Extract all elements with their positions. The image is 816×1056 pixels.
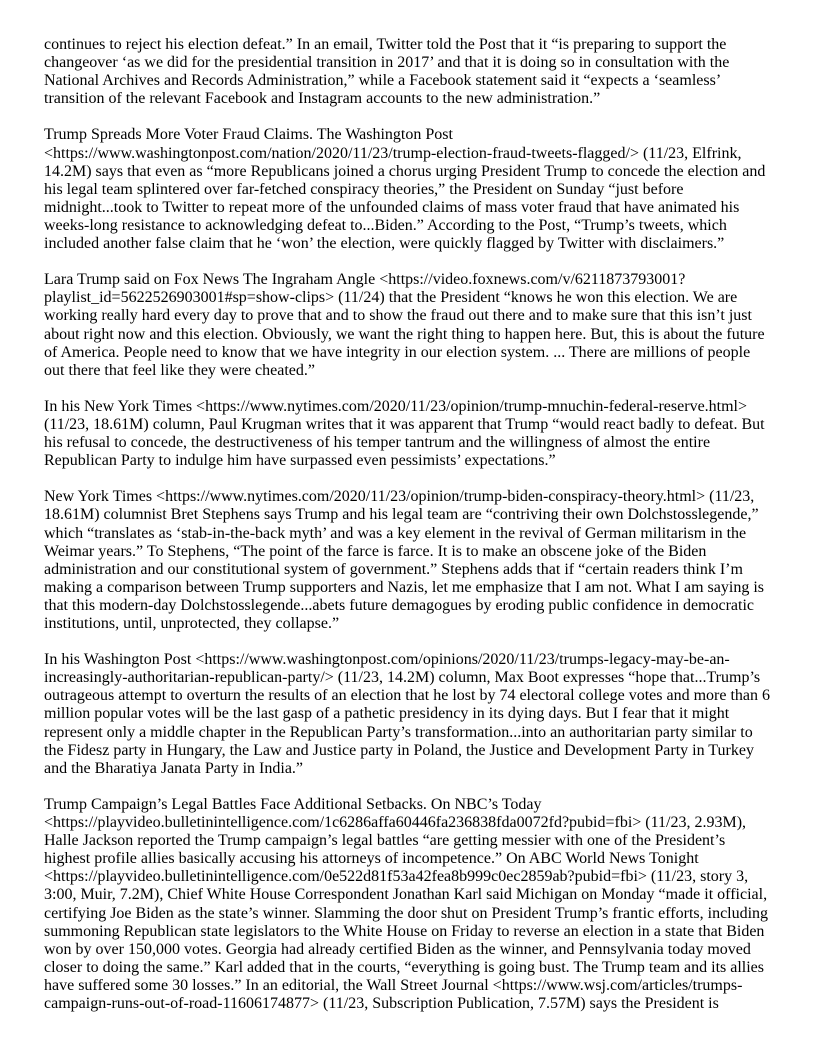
- text-line: transition of the relevant Facebook and Instagram accounts to the new administration.”: [44, 90, 601, 108]
- text-line: that this modern-day Dolchstosslegende...abets future demagogues by eroding public confidence in democratic: [44, 596, 755, 614]
- text-line: working really hard every day to prove that and to show the fraud out there and to make sure that this isn’t just: [44, 307, 752, 325]
- text-line: of America. People need to know that we have integrity in our election system. ... There are millions of people: [44, 343, 751, 361]
- text-line: certifying Joe Biden as the state’s winner. Slamming the door shut on President Trump’s frantic efforts, including: [44, 904, 769, 922]
- text-line: Republican Party to indulge him have surpassed even pessimists’ expectations.”: [44, 452, 556, 470]
- text-line: have suffered some 30 losses.” In an editorial, the Wall Street Journal <https://www.wsj.com/articles/trumps-: [44, 976, 743, 994]
- text-line: represent only a middle chapter in the Republican Party’s transformation...into an authoritarian party similar to: [44, 723, 753, 741]
- text-line: In his Washington Post <https://www.washingtonpost.com/opinions/2020/11/23/trumps-legacy-may-be-an-: [44, 651, 730, 669]
- text-line: Trump Spreads More Voter Fraud Claims. The Washington Post: [44, 126, 453, 144]
- paragraph: [44, 271, 774, 380]
- text-line: New York Times <https://www.nytimes.com/2020/11/23/opinion/trump-biden-conspiracy-theory.html> (11/23,: [44, 488, 755, 506]
- text-line: his refusal to concede, the destructiveness of his temper tantrum and the willingness of almost the entire: [44, 434, 711, 452]
- text-line: institutions, until, unprotected, they collapse.”: [44, 615, 340, 632]
- text-line: campaign-runs-out-of-road-11606174877> (11/23, Subscription Publication, 7.57M) says the President is: [44, 994, 719, 1012]
- text-line: summoning Republican state legislators to the White House on Friday to reverse an election in a state that Biden: [44, 922, 765, 940]
- document-body: [44, 36, 774, 1013]
- text-line: out there that feel like they were cheated.”: [44, 361, 315, 379]
- text-line: and the Bharatiya Janata Party in India.”: [44, 759, 304, 777]
- text-line: won by over 150,000 votes. Georgia had already certified Biden as the winner, and Pennsylvania today moved: [44, 940, 751, 958]
- text-line: Trump Campaign’s Legal Battles Face Additional Setbacks. On NBC’s Today: [44, 795, 542, 813]
- text-line: 3:00, Muir, 7.2M), Chief White House Correspondent Jonathan Karl said Michigan on Monday “made it official,: [44, 886, 768, 904]
- text-line: changeover ‘as we did for the presidential transition in 2017’ and that it is doing so in consultation with the: [44, 54, 730, 72]
- text-line: In his New York Times <https://www.nytimes.com/2020/11/23/opinion/trump-mnuchin-federal-reserve.html>: [44, 397, 748, 415]
- text-line: million popular votes will be the last gasp of a pathetic presidency in its dying days. But I fear that it might: [44, 705, 730, 723]
- text-line: the Fidesz party in Hungary, the Law and Justice party in Poland, the Justice and Development Party in Turkey: [44, 741, 754, 759]
- text-line: National Archives and Records Administration,” while a Facebook statement said it “expects a ‘seamless’: [44, 72, 722, 90]
- text-line: outrageous attempt to overturn the results of an election that he lost by 74 electoral college votes and more than 6: [44, 687, 770, 705]
- text-line: 14.2M) says that even as “more Republicans joined a chorus urging President Trump to concede the election and: [44, 162, 766, 180]
- text-line: <https://www.washingtonpost.com/nation/2020/11/23/trump-election-fraud-tweets-flagged/> (11/23, Elfrink,: [44, 144, 742, 162]
- text-line: weeks-long resistance to acknowledging defeat to...Biden.” According to the Post, “Trump’s tweets, which: [44, 216, 727, 234]
- text-line: highest profile allies basically accusing his attorneys of incompetence.” On ABC World News Tonight: [44, 850, 699, 868]
- text-line: <https://playvideo.bulletinintelligence.com/0e522d81f53a42fea8b999c0ec2859ab?pubid=fbi> (11/23, story 3,: [44, 868, 749, 886]
- paragraph: [44, 126, 774, 253]
- text-line: administration and our constitutional system of government.” Stephens adds that if “certain readers think I’m: [44, 560, 743, 578]
- paragraph: [44, 796, 774, 1013]
- text-line: increasingly-authoritarian-republican-party/> (11/23, 14.2M) column, Max Boot expresses “hope that...Trump’s: [44, 669, 761, 687]
- text-line: continues to reject his election defeat.” In an email, Twitter told the Post that it “is preparing to support the: [44, 36, 727, 53]
- text-line: Weimar years.” To Stephens, “The point of the farce is farce. It is to make an obscene joke of the Biden: [44, 542, 707, 560]
- text-line: (11/23, 18.61M) column, Paul Krugman writes that it was apparent that Trump “would react badly to defeat. But: [44, 415, 765, 433]
- text-line: his legal team splintered over far-fetched conspiracy theories,” the President on Sunday “just before: [44, 180, 684, 198]
- text-line: playlist_id=5622526903001#sp=show-clips> (11/24) that the President “knows he won this election. We are: [44, 289, 738, 307]
- text-line: Lara Trump said on Fox News The Ingraham Angle <https://video.foxnews.com/v/6211873793001?: [44, 271, 686, 289]
- text-line: midnight...took to Twitter to repeat more of the unfounded claims of mass voter fraud that have animated his: [44, 198, 740, 216]
- text-line: making a comparison between Trump supporters and Nazis, let me emphasize that I am not. What I am saying is: [44, 578, 764, 596]
- paragraph: [44, 651, 774, 778]
- text-line: which “translates as ‘stab-in-the-back myth’ and was a key element in the revival of German militarism in the: [44, 524, 747, 542]
- paragraph: [44, 36, 774, 108]
- text-line: about right now and this election. Obviously, we want the right thing to happen here. But, this is about the future: [44, 325, 765, 343]
- paragraph: [44, 488, 774, 633]
- text-line: included another false claim that he ‘won’ the election, were quickly flagged by Twitter with disclaimers.”: [44, 235, 725, 253]
- paragraph: [44, 398, 774, 470]
- text-line: Halle Jackson reported the Trump campaign’s legal battles “are getting messier with one of the President’s: [44, 832, 726, 850]
- text-line: 18.61M) columnist Bret Stephens says Trump and his legal team are “contriving their own Dolchstosslegende,”: [44, 506, 759, 524]
- text-line: closer to doing the same.” Karl added that in the courts, “everything is going bust. The Trump team and its allies: [44, 958, 765, 976]
- text-line: <https://playvideo.bulletinintelligence.com/1c6286affa60446fa236838fda0072fd?pubid=fbi> (11/23, 2.93M),: [44, 814, 747, 832]
